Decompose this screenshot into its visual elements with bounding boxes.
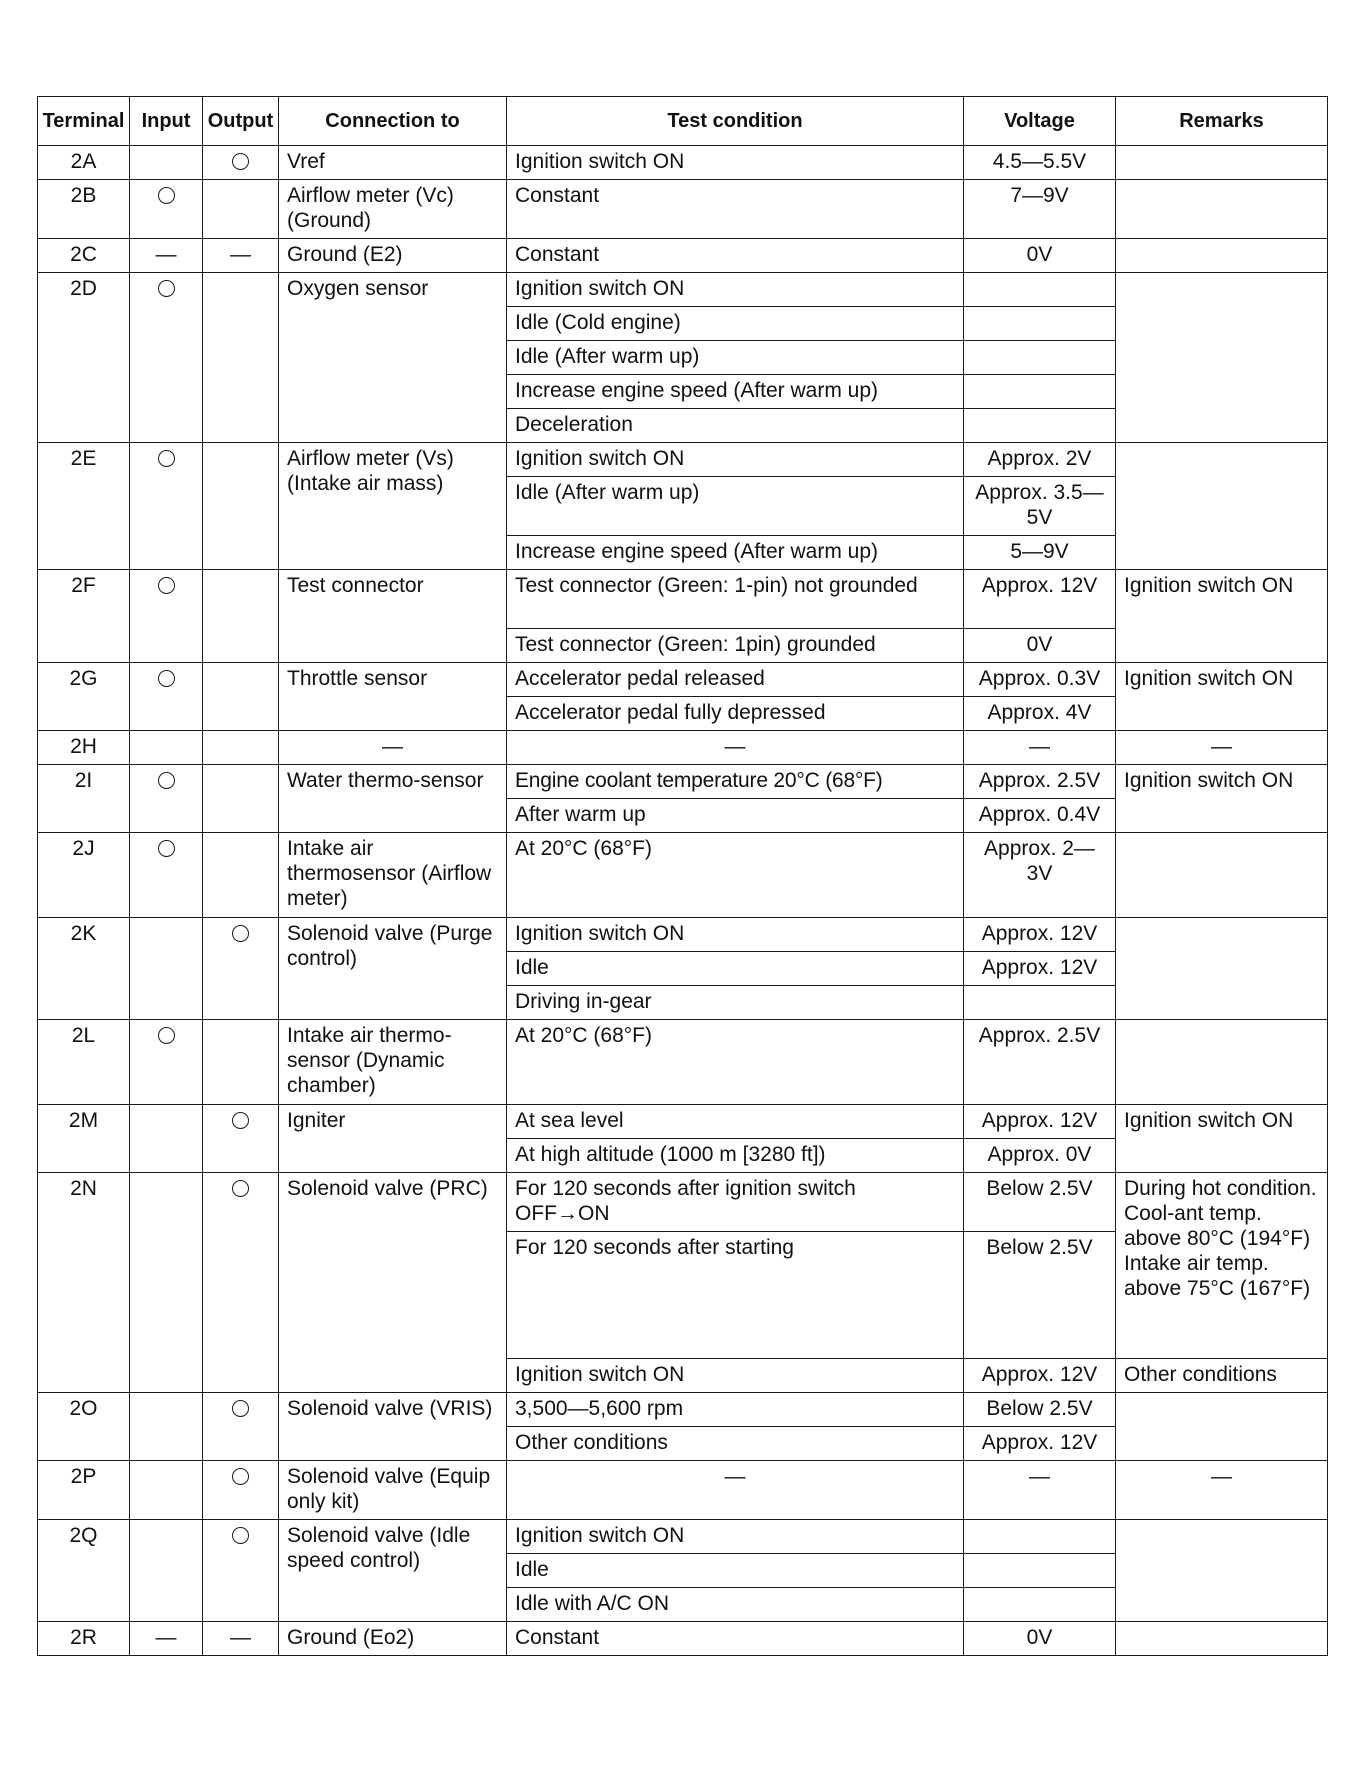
terminal-cell: 2F bbox=[38, 570, 130, 663]
table-row bbox=[38, 239, 1328, 273]
table-row bbox=[38, 1520, 1328, 1554]
terminal-cell: 2O bbox=[38, 1393, 130, 1461]
input-cell bbox=[130, 443, 203, 570]
voltage-cell: Approx. 0V bbox=[964, 1139, 1116, 1173]
voltage-cell bbox=[964, 273, 1116, 307]
output-cell: — bbox=[203, 239, 279, 273]
table-row bbox=[38, 731, 1328, 765]
remarks-cell bbox=[1116, 1393, 1328, 1461]
table-row bbox=[38, 273, 1328, 307]
table-row bbox=[38, 833, 1328, 918]
connection-cell: Solenoid valve (VRIS) bbox=[279, 1393, 507, 1461]
input-cell bbox=[130, 1173, 203, 1393]
table-row bbox=[38, 1461, 1328, 1520]
voltage-cell bbox=[964, 409, 1116, 443]
output-cell bbox=[203, 765, 279, 833]
output-cell bbox=[203, 1020, 279, 1105]
test-condition-cell: Increase engine speed (After warm up) bbox=[507, 375, 964, 409]
voltage-cell bbox=[964, 986, 1116, 1020]
voltage-cell: 0V bbox=[964, 239, 1116, 273]
voltage-cell: 7—9V bbox=[964, 180, 1116, 239]
voltage-cell: Approx. 12V bbox=[964, 918, 1116, 952]
input-cell bbox=[130, 1520, 203, 1622]
voltage-cell bbox=[964, 307, 1116, 341]
input-cell bbox=[130, 180, 203, 239]
test-condition-cell: At 20°C (68°F) bbox=[507, 1020, 964, 1105]
voltage-cell: Below 2.5V bbox=[964, 1232, 1116, 1359]
input-cell bbox=[130, 765, 203, 833]
connection-cell: Vref bbox=[279, 146, 507, 180]
col-header-connection: Connection to bbox=[279, 97, 507, 146]
remarks-cell bbox=[1116, 1020, 1328, 1105]
terminal-cell: 2C bbox=[38, 239, 130, 273]
voltage-cell bbox=[964, 1554, 1116, 1588]
connection-cell: Airflow meter (Vs) (Intake air mass) bbox=[279, 443, 507, 570]
output-cell bbox=[203, 731, 279, 765]
test-condition-cell: Accelerator pedal fully depressed bbox=[507, 697, 964, 731]
remarks-cell: — bbox=[1116, 731, 1328, 765]
test-condition-cell: Increase engine speed (After warm up) bbox=[507, 536, 964, 570]
connection-cell: Throttle sensor bbox=[279, 663, 507, 731]
table-row bbox=[38, 663, 1328, 697]
test-condition-cell: Idle (Cold engine) bbox=[507, 307, 964, 341]
table-row bbox=[38, 1393, 1328, 1427]
voltage-cell: Approx. 2.5V bbox=[964, 765, 1116, 799]
voltage-cell: Approx. 3.5—5V bbox=[964, 477, 1116, 536]
circle-mark-icon bbox=[158, 280, 175, 297]
circle-mark-icon bbox=[158, 670, 175, 687]
test-condition-cell: Idle with A/C ON bbox=[507, 1588, 964, 1622]
connection-cell: Solenoid valve (Purge control) bbox=[279, 918, 507, 1020]
voltage-cell bbox=[964, 341, 1116, 375]
test-condition-cell: 3,500—5,600 rpm bbox=[507, 1393, 964, 1427]
circle-mark-icon bbox=[158, 577, 175, 594]
test-condition-cell: Constant bbox=[507, 239, 964, 273]
col-header-output: Output bbox=[203, 97, 279, 146]
table-row bbox=[38, 918, 1328, 952]
voltage-cell: 0V bbox=[964, 629, 1116, 663]
voltage-cell: Approx. 2V bbox=[964, 443, 1116, 477]
test-condition-cell: Ignition switch ON bbox=[507, 1359, 964, 1393]
test-condition-cell: Other conditions bbox=[507, 1427, 964, 1461]
voltage-cell: 4.5—5.5V bbox=[964, 146, 1116, 180]
input-cell bbox=[130, 273, 203, 443]
remarks-cell: Other conditions bbox=[1116, 1359, 1328, 1393]
terminal-cell: 2R bbox=[38, 1622, 130, 1656]
remarks-cell: Ignition switch ON bbox=[1116, 570, 1328, 663]
remarks-cell bbox=[1116, 918, 1328, 1020]
input-cell bbox=[130, 1393, 203, 1461]
test-condition-cell: Ignition switch ON bbox=[507, 918, 964, 952]
connection-cell: Intake air thermo-sensor (Dynamic chamber) bbox=[279, 1020, 507, 1105]
remarks-cell bbox=[1116, 1622, 1328, 1656]
terminal-cell: 2H bbox=[38, 731, 130, 765]
terminal-cell: 2J bbox=[38, 833, 130, 918]
test-condition-cell: — bbox=[507, 731, 964, 765]
test-condition-cell: Idle (After warm up) bbox=[507, 341, 964, 375]
connection-cell: Solenoid valve (Equip only kit) bbox=[279, 1461, 507, 1520]
connection-cell: Solenoid valve (Idle speed control) bbox=[279, 1520, 507, 1622]
voltage-cell: — bbox=[964, 1461, 1116, 1520]
output-cell bbox=[203, 273, 279, 443]
circle-mark-icon bbox=[232, 153, 249, 170]
test-condition-cell: Idle bbox=[507, 1554, 964, 1588]
input-cell bbox=[130, 833, 203, 918]
remarks-cell bbox=[1116, 443, 1328, 570]
circle-mark-icon bbox=[232, 925, 249, 942]
input-cell bbox=[130, 1020, 203, 1105]
col-header-terminal: Terminal bbox=[38, 97, 130, 146]
table-row bbox=[38, 1622, 1328, 1656]
remarks-cell: Ignition switch ON bbox=[1116, 1105, 1328, 1173]
connection-cell: Airflow meter (Vc) (Ground) bbox=[279, 180, 507, 239]
test-condition-cell: Ignition switch ON bbox=[507, 273, 964, 307]
table-row bbox=[38, 1105, 1328, 1139]
connection-cell: Ground (E2) bbox=[279, 239, 507, 273]
terminal-cell: 2E bbox=[38, 443, 130, 570]
pinout-table-sheet bbox=[37, 96, 1327, 1656]
header-row bbox=[38, 97, 1328, 146]
table-row bbox=[38, 443, 1328, 477]
terminal-cell: 2I bbox=[38, 765, 130, 833]
test-condition-cell: Ignition switch ON bbox=[507, 1520, 964, 1554]
test-condition-cell: Ignition switch ON bbox=[507, 146, 964, 180]
circle-mark-icon bbox=[232, 1468, 249, 1485]
input-cell bbox=[130, 146, 203, 180]
terminal-cell: 2M bbox=[38, 1105, 130, 1173]
remarks-cell: Ignition switch ON bbox=[1116, 663, 1328, 731]
output-cell bbox=[203, 918, 279, 1020]
test-condition-cell: Driving in-gear bbox=[507, 986, 964, 1020]
output-cell bbox=[203, 146, 279, 180]
circle-mark-icon bbox=[232, 1180, 249, 1197]
circle-mark-icon bbox=[158, 187, 175, 204]
circle-mark-icon bbox=[158, 1027, 175, 1044]
terminal-cell: 2D bbox=[38, 273, 130, 443]
terminal-cell: 2G bbox=[38, 663, 130, 731]
test-condition-cell: Test connector (Green: 1-pin) not grounded bbox=[507, 570, 964, 629]
connection-cell: Test connector bbox=[279, 570, 507, 663]
connection-cell: Solenoid valve (PRC) bbox=[279, 1173, 507, 1393]
table-row bbox=[38, 570, 1328, 629]
test-condition-cell: Deceleration bbox=[507, 409, 964, 443]
test-condition-cell: Test connector (Green: 1pin) grounded bbox=[507, 629, 964, 663]
terminal-cell: 2A bbox=[38, 146, 130, 180]
voltage-cell: Approx. 0.3V bbox=[964, 663, 1116, 697]
table-row bbox=[38, 146, 1328, 180]
remarks-cell bbox=[1116, 1520, 1328, 1622]
remarks-cell bbox=[1116, 146, 1328, 180]
circle-mark-icon bbox=[158, 772, 175, 789]
input-cell bbox=[130, 1461, 203, 1520]
output-cell bbox=[203, 570, 279, 663]
table-row bbox=[38, 1173, 1328, 1232]
voltage-cell: Approx. 2—3V bbox=[964, 833, 1116, 918]
output-cell bbox=[203, 1105, 279, 1173]
table-row bbox=[38, 180, 1328, 239]
terminal-cell: 2K bbox=[38, 918, 130, 1020]
test-condition-cell: At 20°C (68°F) bbox=[507, 833, 964, 918]
output-cell: — bbox=[203, 1622, 279, 1656]
connection-cell: — bbox=[279, 731, 507, 765]
terminal-cell: 2L bbox=[38, 1020, 130, 1105]
test-condition-cell: Idle bbox=[507, 952, 964, 986]
input-cell bbox=[130, 663, 203, 731]
output-cell bbox=[203, 443, 279, 570]
voltage-cell: Below 2.5V bbox=[964, 1393, 1116, 1427]
col-header-voltage: Voltage bbox=[964, 97, 1116, 146]
circle-mark-icon bbox=[158, 840, 175, 857]
output-cell bbox=[203, 663, 279, 731]
test-condition-cell: Engine coolant temperature 20°C (68°F) bbox=[507, 765, 964, 799]
test-condition-cell: — bbox=[507, 1461, 964, 1520]
test-condition-cell: Ignition switch ON bbox=[507, 443, 964, 477]
remarks-cell bbox=[1116, 180, 1328, 239]
test-condition-cell: Accelerator pedal released bbox=[507, 663, 964, 697]
test-condition-cell: At high altitude (1000 m [3280 ft]) bbox=[507, 1139, 964, 1173]
terminal-cell: 2B bbox=[38, 180, 130, 239]
voltage-cell bbox=[964, 375, 1116, 409]
test-condition-cell: Idle (After warm up) bbox=[507, 477, 964, 536]
remarks-cell: — bbox=[1116, 1461, 1328, 1520]
col-header-test-condition: Test condition bbox=[507, 97, 964, 146]
circle-mark-icon bbox=[232, 1527, 249, 1544]
table-row bbox=[38, 765, 1328, 799]
output-cell bbox=[203, 180, 279, 239]
terminal-cell: 2P bbox=[38, 1461, 130, 1520]
terminal-cell: 2N bbox=[38, 1173, 130, 1393]
connection-cell: Ground (Eo2) bbox=[279, 1622, 507, 1656]
test-condition-cell: For 120 seconds after ignition switch OFF→ON bbox=[507, 1173, 964, 1232]
voltage-cell: Approx. 2.5V bbox=[964, 1020, 1116, 1105]
input-cell bbox=[130, 731, 203, 765]
remarks-cell: Ignition switch ON bbox=[1116, 765, 1328, 833]
test-condition-cell: Constant bbox=[507, 1622, 964, 1656]
input-cell: — bbox=[130, 239, 203, 273]
voltage-cell: Approx. 4V bbox=[964, 697, 1116, 731]
voltage-cell: Approx. 12V bbox=[964, 1359, 1116, 1393]
test-condition-cell: At sea level bbox=[507, 1105, 964, 1139]
test-condition-cell: Constant bbox=[507, 180, 964, 239]
remarks-cell bbox=[1116, 239, 1328, 273]
input-cell bbox=[130, 1105, 203, 1173]
output-cell bbox=[203, 1393, 279, 1461]
remarks-cell: During hot condition. Cool-ant temp. above 80°C (194°F) Intake air temp. above 75°C (167°F) bbox=[1116, 1173, 1328, 1359]
connection-cell: Intake air thermosensor (Airflow meter) bbox=[279, 833, 507, 918]
output-cell bbox=[203, 1461, 279, 1520]
voltage-cell bbox=[964, 1588, 1116, 1622]
input-cell bbox=[130, 918, 203, 1020]
voltage-cell: Approx. 12V bbox=[964, 952, 1116, 986]
voltage-cell: Approx. 12V bbox=[964, 1105, 1116, 1139]
table-row bbox=[38, 1020, 1328, 1105]
output-cell bbox=[203, 1173, 279, 1393]
remarks-cell bbox=[1116, 833, 1328, 918]
remarks-cell bbox=[1116, 273, 1328, 443]
test-condition-cell: For 120 seconds after starting bbox=[507, 1232, 964, 1359]
terminal-table bbox=[37, 96, 1328, 1656]
col-header-remarks: Remarks bbox=[1116, 97, 1328, 146]
voltage-cell bbox=[964, 1520, 1116, 1554]
voltage-cell: — bbox=[964, 731, 1116, 765]
circle-mark-icon bbox=[232, 1112, 249, 1129]
voltage-cell: Approx. 12V bbox=[964, 570, 1116, 629]
col-header-input: Input bbox=[130, 97, 203, 146]
output-cell bbox=[203, 1520, 279, 1622]
voltage-cell: 5—9V bbox=[964, 536, 1116, 570]
connection-cell: Water thermo-sensor bbox=[279, 765, 507, 833]
voltage-cell: Approx. 12V bbox=[964, 1427, 1116, 1461]
connection-cell: Oxygen sensor bbox=[279, 273, 507, 443]
terminal-cell: 2Q bbox=[38, 1520, 130, 1622]
output-cell bbox=[203, 833, 279, 918]
voltage-cell: 0V bbox=[964, 1622, 1116, 1656]
voltage-cell: Below 2.5V bbox=[964, 1173, 1116, 1232]
circle-mark-icon bbox=[158, 450, 175, 467]
circle-mark-icon bbox=[232, 1400, 249, 1417]
input-cell: — bbox=[130, 1622, 203, 1656]
voltage-cell: Approx. 0.4V bbox=[964, 799, 1116, 833]
test-condition-cell: After warm up bbox=[507, 799, 964, 833]
connection-cell: Igniter bbox=[279, 1105, 507, 1173]
input-cell bbox=[130, 570, 203, 663]
